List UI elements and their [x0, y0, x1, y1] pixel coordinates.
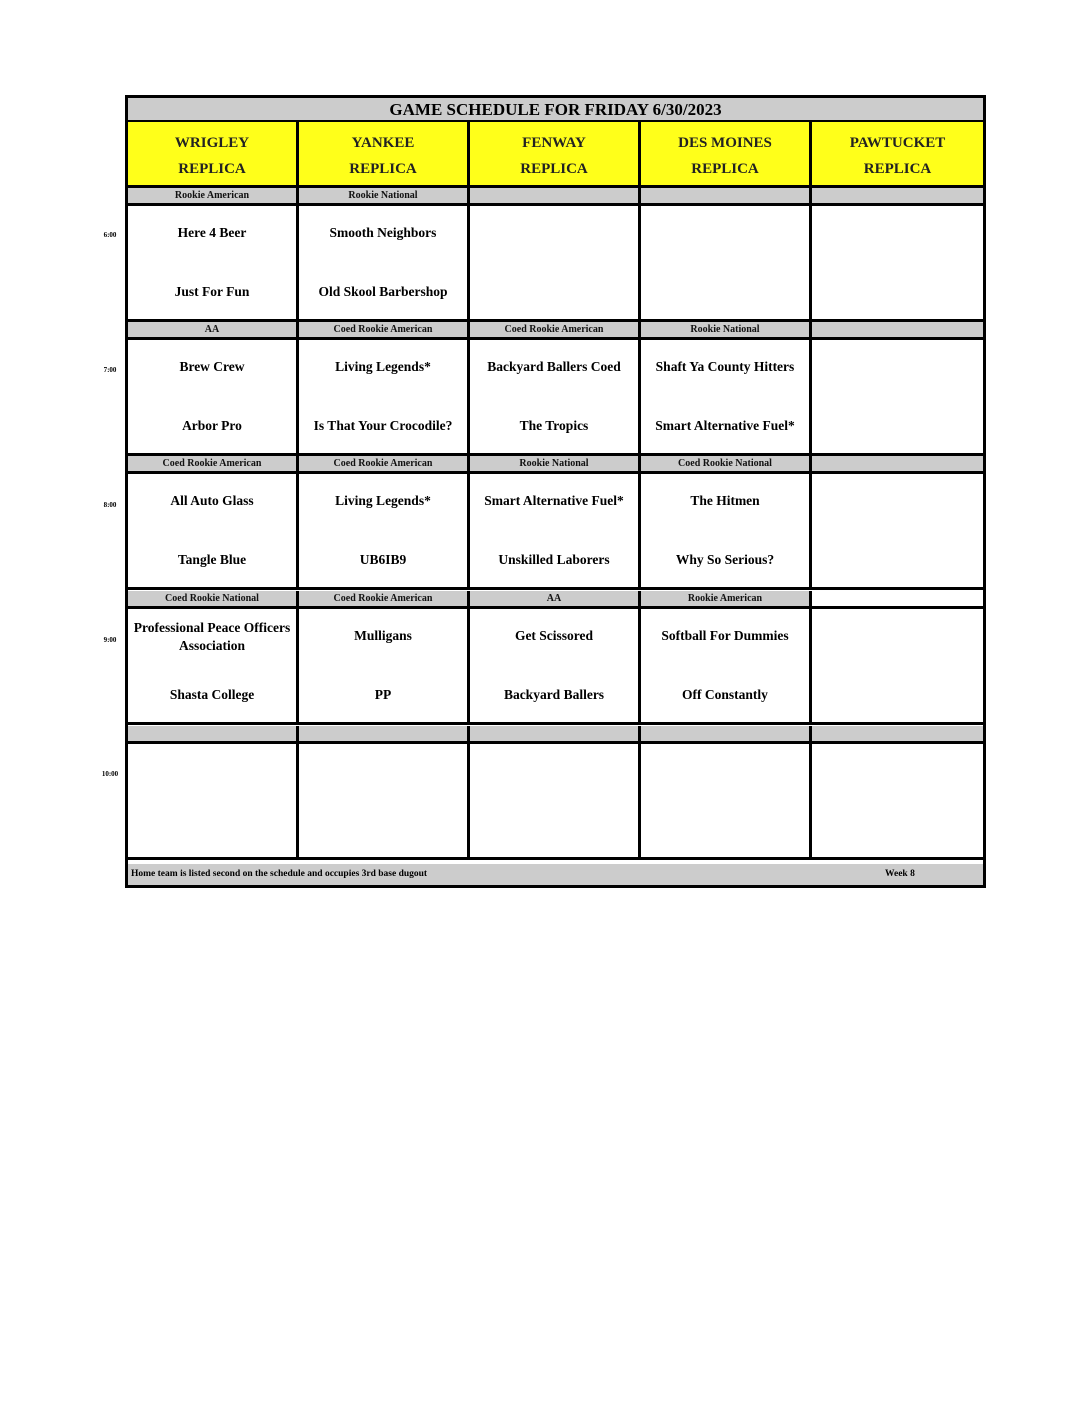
- field-name: FENWAY: [522, 135, 586, 151]
- game-row: [128, 474, 983, 590]
- home-team: Backyard Ballers: [503, 687, 605, 702]
- division-label: Rookie American: [128, 188, 299, 203]
- field-header: [641, 122, 812, 185]
- game-row: [128, 206, 983, 322]
- time-label-9pm: 9:00: [103, 636, 117, 644]
- field-name: YANKEE: [351, 135, 415, 151]
- game-cell: [470, 206, 641, 319]
- game-row: [128, 744, 983, 860]
- away-team: The Hitmen: [690, 493, 760, 508]
- away-team: Brew Crew: [179, 359, 245, 374]
- division-label: AA: [128, 322, 299, 337]
- division-label: [812, 322, 983, 337]
- division-label: [128, 726, 299, 741]
- game-cell: [470, 744, 641, 857]
- game-cell: [128, 340, 299, 453]
- division-label: [299, 726, 470, 741]
- game-cell: [128, 206, 299, 319]
- home-team: Old Skool Barbershop: [318, 284, 448, 299]
- game-cell: [812, 609, 983, 722]
- game-cell: [299, 206, 470, 319]
- home-team: Why So Serious?: [675, 552, 775, 567]
- away-team: Smooth Neighbors: [329, 225, 437, 240]
- division-label: [470, 188, 641, 203]
- field-name: PAWTUCKET: [849, 135, 946, 151]
- division-label: [641, 726, 812, 741]
- home-team: Tangle Blue: [177, 552, 247, 567]
- division-label: Coed Rookie National: [128, 591, 299, 606]
- field-header-row: [128, 122, 983, 188]
- time-label-6pm: 6:00: [103, 231, 117, 239]
- division-label: Coed Rookie National: [641, 456, 812, 471]
- home-team: Just For Fun: [174, 284, 250, 299]
- field-sub: REPLICA: [178, 161, 246, 177]
- schedule-table: [125, 95, 986, 888]
- game-cell: [128, 609, 299, 722]
- game-cell: [641, 474, 812, 587]
- away-team: Mulligans: [354, 628, 412, 643]
- division-label: [812, 456, 983, 471]
- home-team: Shasta College: [169, 687, 255, 702]
- home-team-note: Home team is listed second on the schedule and occupies 3rd base dugout: [131, 869, 428, 879]
- away-team: Backyard Ballers Coed: [487, 359, 621, 374]
- game-row: [128, 609, 983, 725]
- division-label: Coed Rookie American: [128, 456, 299, 471]
- game-cell: [812, 206, 983, 319]
- division-row: [128, 188, 983, 206]
- home-team: PP: [374, 687, 392, 702]
- field-header: [812, 122, 983, 185]
- division-label: Rookie National: [299, 188, 470, 203]
- home-team: Smart Alternative Fuel*: [655, 418, 795, 433]
- week-label: Week 8: [885, 869, 915, 879]
- home-team: Off Constantly: [682, 687, 768, 702]
- time-label-8pm: 8:00: [103, 501, 117, 509]
- game-cell: [470, 340, 641, 453]
- game-cell: [128, 474, 299, 587]
- game-cell: [299, 609, 470, 722]
- division-label: Rookie National: [470, 456, 641, 471]
- field-name: WRIGLEY: [174, 135, 250, 151]
- away-team: Smart Alternative Fuel*: [484, 493, 624, 508]
- division-row: [128, 322, 983, 340]
- field-header: [299, 122, 470, 185]
- division-label: Coed Rookie American: [299, 591, 470, 606]
- division-label: [641, 188, 812, 203]
- division-row: [128, 591, 983, 609]
- field-sub: REPLICA: [349, 161, 417, 177]
- away-team: Here 4 Beer: [177, 225, 247, 240]
- game-cell: [470, 474, 641, 587]
- home-team: Is That Your Crocodile?: [313, 418, 453, 433]
- schedule-title: GAME SCHEDULE FOR FRIDAY 6/30/2023: [128, 98, 983, 122]
- game-cell: [128, 744, 299, 857]
- game-cell: [641, 206, 812, 319]
- game-row: [128, 340, 983, 456]
- field-name: DES MOINES: [678, 135, 772, 151]
- division-label: [470, 726, 641, 741]
- division-label: Rookie American: [641, 591, 812, 606]
- game-cell: [641, 340, 812, 453]
- division-row: [128, 726, 983, 744]
- game-cell: [812, 744, 983, 857]
- game-cell: [470, 609, 641, 722]
- away-team: Get Scissored: [514, 628, 594, 643]
- game-cell: [641, 744, 812, 857]
- game-cell: [641, 609, 812, 722]
- away-team: Living Legends*: [335, 359, 431, 374]
- division-label: Coed Rookie American: [470, 322, 641, 337]
- away-team: Professional Peace Officers Association: [133, 620, 291, 653]
- field-sub: REPLICA: [691, 161, 759, 177]
- game-cell: [299, 340, 470, 453]
- time-label-7pm: 7:00: [103, 366, 117, 374]
- division-label: AA: [470, 591, 641, 606]
- away-team: Softball For Dummies: [661, 628, 789, 643]
- division-label: [812, 726, 983, 741]
- home-team: Arbor Pro: [182, 418, 242, 433]
- field-sub: REPLICA: [863, 161, 932, 177]
- away-team: Shaft Ya County Hitters: [655, 359, 795, 374]
- home-team: UB6IB9: [359, 552, 407, 567]
- away-team: Living Legends*: [335, 493, 431, 508]
- game-cell: [299, 474, 470, 587]
- field-sub: REPLICA: [520, 161, 588, 177]
- field-header: [128, 122, 299, 185]
- game-cell: [299, 744, 470, 857]
- division-row: [128, 456, 983, 474]
- game-cell: [812, 340, 983, 453]
- away-team: All Auto Glass: [170, 493, 254, 508]
- time-label-10pm: 10:00: [101, 770, 119, 778]
- division-label: [812, 188, 983, 203]
- schedule-footer: [128, 864, 983, 885]
- home-team: The Tropics: [519, 418, 589, 433]
- field-header: [470, 122, 641, 185]
- game-cell: [812, 474, 983, 587]
- home-team: Unskilled Laborers: [498, 552, 610, 567]
- division-label: Coed Rookie American: [299, 456, 470, 471]
- division-label: Rookie National: [641, 322, 812, 337]
- division-label: Coed Rookie American: [299, 322, 470, 337]
- division-label: [812, 591, 983, 606]
